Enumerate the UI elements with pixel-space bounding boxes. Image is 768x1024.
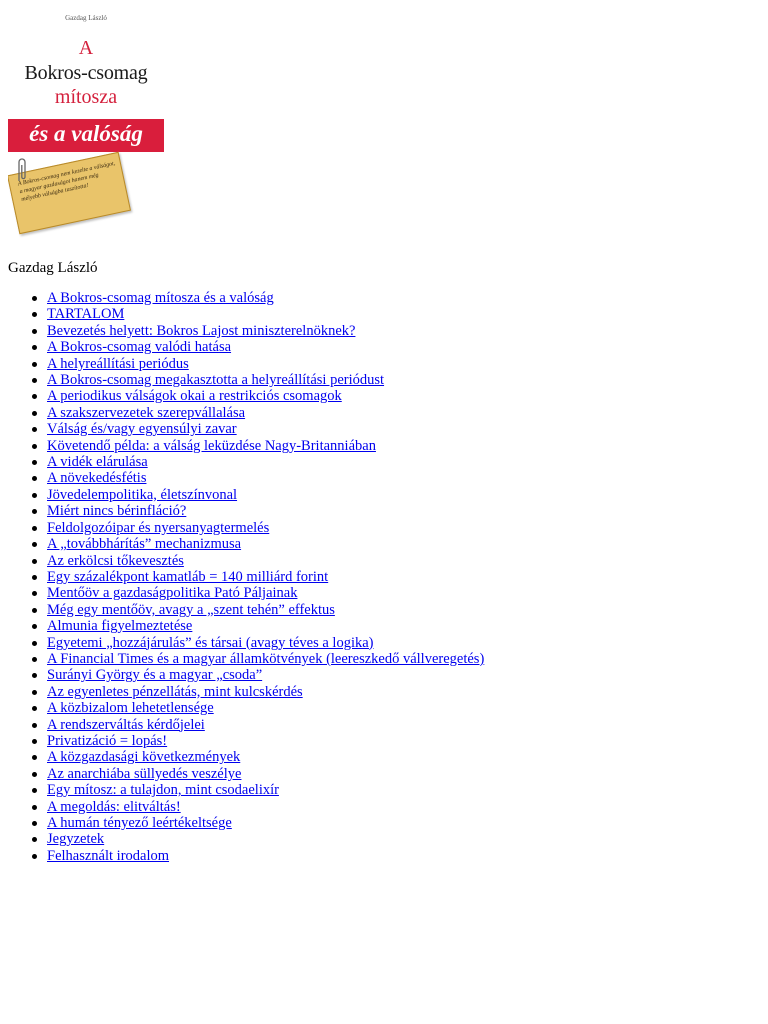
toc-list-item [47,815,484,831]
toc-list-item [47,618,484,634]
toc-list-item [47,684,484,700]
toc-list-item [47,782,484,798]
toc-list-item [47,454,484,470]
toc-list-item [47,749,484,765]
toc-list-item [47,323,484,339]
toc-link[interactable]: A humán tényező leértékeltsége [47,815,232,831]
toc-list-item [47,290,484,306]
cover-title-article: A [78,37,94,59]
cover-title-main: Bokros-csomag [24,62,148,84]
author-name: Gazdag László [8,260,98,276]
toc-list-item [47,667,484,683]
toc-link[interactable]: Egy mítosz: a tulajdon, mint csodaelixír [47,782,279,799]
toc-link[interactable]: Miért nincs bérinfláció? [47,503,187,520]
toc-link[interactable]: Surányi György és a magyar „csoda” [47,667,263,684]
toc-link[interactable]: A megoldás: elitváltás! [47,798,181,815]
toc-list-item [47,356,484,372]
toc-list-item [47,585,484,601]
cover-author: Gazdag László [65,14,107,22]
cover-red-band [8,119,164,152]
toc-link[interactable]: Egyetemi „hozzájárulás” és társai (avagy téves a logika) [47,634,374,651]
toc-link[interactable]: Almunia figyelmeztetése [47,618,193,635]
cover-title-mitosza: mítosza [54,86,118,108]
toc-list-item [47,421,484,437]
toc-list-item [47,799,484,815]
toc-link[interactable]: Az anarchiába süllyedés veszélye [47,765,242,782]
toc-list-item [47,717,484,733]
toc-list-item [47,766,484,782]
toc-link[interactable]: A helyreállítási periódus [47,355,189,372]
toc-list-item [47,553,484,569]
toc-link[interactable]: A szakszervezetek szerepvállalása [47,404,246,421]
toc-list-item [47,388,484,404]
toc-list-item [47,372,484,388]
toc-link[interactable]: A Bokros-csomag valódi hatása [47,339,232,356]
toc-list-item [47,831,484,847]
toc-link[interactable]: A „továbbhárítás” mechanizmusa [47,536,242,553]
toc-link[interactable]: Bevezetés helyett: Bokros Lajost miniszterelnöknek? [47,322,356,339]
toc-link[interactable]: Még egy mentőöv, avagy a „szent tehén” effektus [47,601,335,618]
toc-link[interactable]: A Bokros-csomag mítosza és a valóság [47,290,274,306]
toc-list-item [47,602,484,618]
toc-list-item [47,700,484,716]
toc-link[interactable]: A rendszerváltás kérdőjelei [47,716,205,733]
book-cover-image [8,7,164,241]
toc-list-item [47,635,484,651]
toc-list-item [47,733,484,749]
cover-title-band: és a valóság [29,121,143,146]
toc-link[interactable]: Követendő példa: a válság leküzdése Nagy-Britanniában [47,437,376,454]
toc-list-item [47,520,484,536]
toc-link[interactable]: Jegyzetek [47,831,105,848]
toc-list-item [47,306,484,322]
cover-note-text: A Bokros-csomag nem kezelte a válságot, a magyar gazdaságot hanem még mélyebb válságba taszította! [17,160,116,203]
toc-list-item [47,470,484,486]
toc-link[interactable]: Privatizáció = lopás! [47,732,168,749]
toc-list-item [47,339,484,355]
toc-link[interactable]: A Financial Times és a magyar államkötvények (leereszkedő vállveregetés) [47,650,485,667]
table-of-contents [8,290,484,864]
toc-list-item [47,438,484,454]
toc-link[interactable]: A közbizalom lehetetlensége [47,700,214,717]
toc-list-item [47,848,484,864]
toc-link[interactable]: A periodikus válságok okai a restrikciós csomagok [47,388,342,405]
toc-list-item [47,405,484,421]
toc-link[interactable]: A növekedésfétis [47,470,147,487]
toc-link[interactable]: Egy százalékpont kamatláb = 140 milliárd forint [47,568,329,585]
toc-list-item [47,651,484,667]
toc-link[interactable]: Válság és/vagy egyensúlyi zavar [47,421,237,438]
toc-list-item [47,503,484,519]
paperclip-icon [16,157,28,183]
toc-link[interactable]: TARTALOM [47,306,125,323]
toc-link[interactable]: Mentőöv a gazdaságpolitika Pató Páljainak [47,585,298,602]
toc-link[interactable]: Az egyenletes pénzellátás, mint kulcskérdés [47,683,303,700]
toc-list-item [47,487,484,503]
toc-link[interactable]: A közgazdasági következmények [47,749,241,766]
toc-link[interactable]: Feldolgozóipar és nyersanyagtermelés [47,519,270,536]
toc-list-item [47,536,484,552]
toc-link[interactable]: Felhasznált irodalom [47,847,170,864]
toc-link[interactable]: Jövedelempolitika, életszínvonal [47,486,238,503]
toc-list-item [47,569,484,585]
toc-link[interactable]: A Bokros-csomag megakasztotta a helyreállítási periódust [47,372,385,389]
toc-link[interactable]: A vidék elárulása [47,454,148,471]
toc-link[interactable]: Az erkölcsi tőkevesztés [47,552,184,569]
